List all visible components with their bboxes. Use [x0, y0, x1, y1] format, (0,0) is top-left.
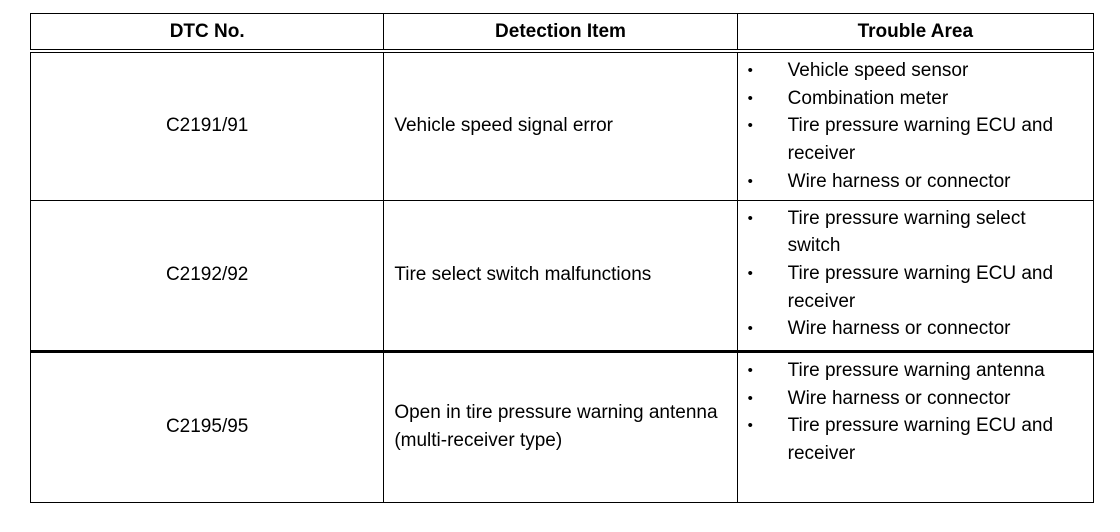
trouble-area-text: Tire pressure warning ECU and receiver: [787, 415, 1054, 464]
bullet-icon: •: [747, 320, 753, 338]
dtc-code-cell: C2195/95: [31, 351, 384, 502]
trouble-area-item: [738, 85, 1093, 113]
table-row: [31, 200, 1094, 351]
trouble-area-item: [738, 315, 1093, 343]
header-detection-item: Detection Item: [384, 14, 737, 52]
trouble-area-cell: [737, 200, 1093, 351]
bullet-icon: •: [747, 209, 753, 227]
header-trouble-area: Trouble Area: [737, 14, 1093, 52]
trouble-area-text: Tire pressure warning select switch: [787, 207, 1026, 257]
trouble-area-item: [738, 260, 1093, 315]
header-dtc-no: DTC No.: [31, 14, 384, 52]
trouble-area-cell: [737, 351, 1093, 502]
detection-item-cell: Open in tire pressure warning antenna (multi-receiver type): [384, 351, 737, 502]
trouble-area-text: Wire harness or connector: [787, 318, 1011, 340]
detection-item-cell: Tire select switch malfunctions: [384, 200, 737, 351]
trouble-area-text: Tire pressure warning antenna: [787, 359, 1045, 381]
trouble-area-item: [738, 385, 1093, 413]
bullet-icon: •: [747, 389, 753, 407]
trouble-area-item: [738, 357, 1093, 385]
bullet-icon: •: [747, 265, 753, 283]
bullet-icon: •: [747, 62, 753, 79]
trouble-area-text: Vehicle speed sensor: [787, 60, 969, 81]
trouble-area-text: Tire pressure warning ECU and receiver: [787, 263, 1054, 312]
bullet-icon: •: [747, 117, 753, 135]
trouble-area-list: [738, 57, 1093, 196]
trouble-area-text: Wire harness or connector: [787, 170, 1011, 192]
trouble-area-list: [738, 357, 1093, 468]
trouble-area-item: [738, 112, 1093, 167]
trouble-area-item: [738, 168, 1093, 196]
bullet-icon: •: [747, 172, 753, 190]
trouble-area-item: [738, 412, 1093, 467]
trouble-area-cell: [737, 51, 1093, 200]
trouble-area-text: Tire pressure warning ECU and receiver: [787, 115, 1054, 165]
dtc-table: [30, 13, 1094, 503]
table-body: [31, 51, 1094, 503]
bullet-icon: •: [747, 89, 753, 107]
dtc-code-cell: C2192/92: [31, 200, 384, 351]
table-row: [31, 51, 1094, 200]
trouble-area-item: [738, 205, 1093, 260]
header-row: [31, 14, 1094, 52]
trouble-area-text: Combination meter: [787, 87, 949, 109]
table-header: [31, 14, 1094, 52]
trouble-area-text: Wire harness or connector: [787, 387, 1011, 409]
trouble-area-item: [738, 57, 1093, 85]
trouble-area-list: [738, 205, 1093, 344]
table-row: [31, 351, 1094, 502]
detection-item-cell: Vehicle speed signal error: [384, 51, 737, 200]
dtc-code-cell: C2191/91: [31, 51, 384, 200]
bullet-icon: •: [747, 417, 753, 435]
bullet-icon: •: [747, 361, 753, 379]
